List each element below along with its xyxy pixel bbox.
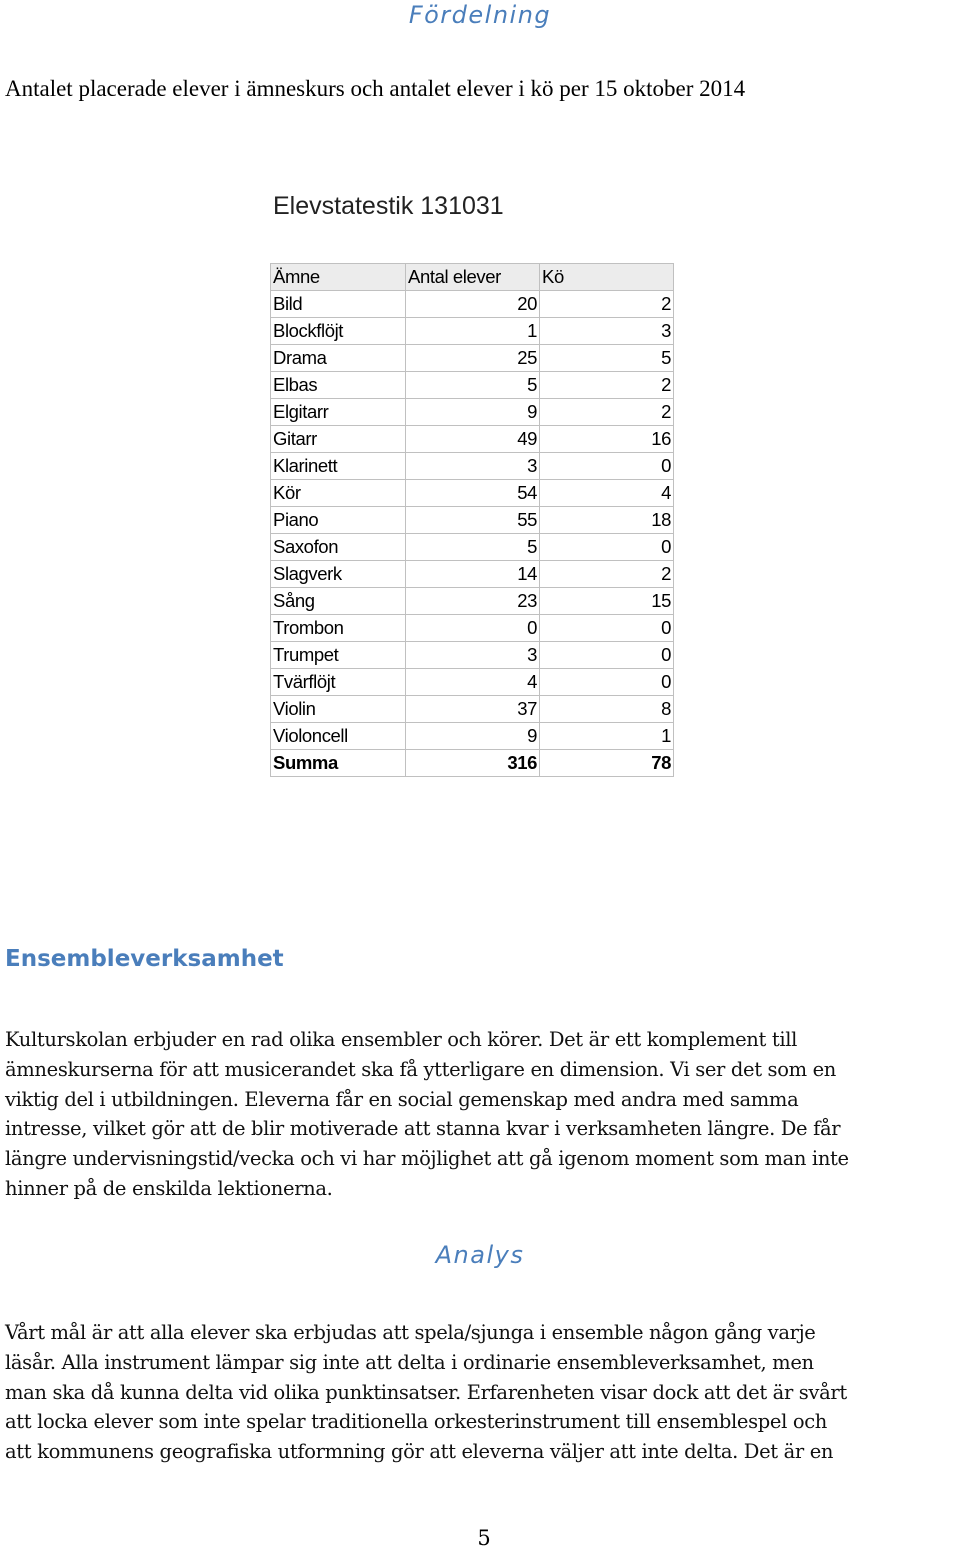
cell-subject: Elbas [271, 372, 406, 399]
cell-queue: 0 [540, 642, 674, 669]
cell-student-count: 20 [406, 291, 540, 318]
table-row [271, 345, 674, 372]
paragraph-line: Vårt mål är att alla elever ska erbjudas att spela/sjunga i ensemble någon gång varje [5, 1321, 816, 1344]
section-heading-ensemble: Ensembleverksamhet [5, 946, 284, 972]
cell-subject: Trumpet [271, 642, 406, 669]
table-row [271, 669, 674, 696]
paragraph-line: läsår. Alla instrument lämpar sig inte att delta i ordinarie ensembleverksamhet, men [5, 1350, 814, 1374]
cell-queue: 18 [540, 507, 674, 534]
cell-subject: Saxofon [271, 534, 406, 561]
table-row [271, 318, 674, 345]
table-header-row [271, 264, 674, 291]
cell-subject: Elgitarr [271, 399, 406, 426]
table-total-row [271, 750, 674, 777]
subtitle: Antalet placerade elever i ämneskurs och antalet elever i kö per 15 oktober 2014 [5, 76, 746, 101]
cell-subject: Klarinett [271, 453, 406, 480]
paragraph-line: att kommunens geografiska utformning gör att eleverna väljer att inte delta. Det är en [5, 1440, 834, 1464]
cell-queue: 5 [540, 345, 674, 372]
cell-subject: Slagverk [271, 561, 406, 588]
header-queue: Kö [540, 264, 674, 291]
table-row [271, 399, 674, 426]
cell-queue: 0 [540, 615, 674, 642]
cell-student-count: 5 [406, 534, 540, 561]
table-row [271, 480, 674, 507]
cell-queue: 2 [540, 291, 674, 318]
cell-subject: Violoncell [271, 723, 406, 750]
cell-queue: 0 [540, 453, 674, 480]
table-row [271, 453, 674, 480]
table-row [271, 642, 674, 669]
cell-student-count: 1 [406, 318, 540, 345]
cell-queue: 2 [540, 561, 674, 588]
cell-subject: Blockflöjt [271, 318, 406, 345]
cell-student-count: 14 [406, 561, 540, 588]
cell-subject: Tvärflöjt [271, 669, 406, 696]
cell-queue: 1 [540, 723, 674, 750]
cell-student-count: 3 [406, 642, 540, 669]
cell-student-count: 37 [406, 696, 540, 723]
cell-student-count: 3 [406, 453, 540, 480]
cell-subject: Trombon [271, 615, 406, 642]
table-row [271, 372, 674, 399]
paragraph-line: intresse, vilket gör att de blir motiverade att stanna kvar i verksamheten längre. De får [5, 1117, 841, 1141]
paragraph-line: längre undervisningstid/vecka och vi har möjlighet att gå igenom moment som man inte [5, 1147, 849, 1171]
paragraph-line: Kulturskolan erbjuder en rad olika ensembler och körer. Det är ett komplement till [5, 1028, 797, 1051]
cell-student-count: 55 [406, 507, 540, 534]
table-title: Elevstatestik 131031 [273, 192, 504, 220]
header-student-count: Antal elever [406, 264, 540, 291]
cell-subject: Drama [271, 345, 406, 372]
cell-queue: 0 [540, 534, 674, 561]
paragraph-line: att locka elever som inte spelar traditionella orkesterinstrument till ensemblespel och [5, 1410, 827, 1434]
cell-queue: 15 [540, 588, 674, 615]
cell-queue: 16 [540, 426, 674, 453]
paragraph-line: hinner på de enskilda lektionerna. [5, 1176, 333, 1200]
student-statistics-table [270, 263, 674, 777]
heading-fordelning: Fördelning [408, 1, 552, 29]
table-row [271, 696, 674, 723]
cell-student-count: 0 [406, 615, 540, 642]
table-row [271, 561, 674, 588]
paragraph-line: man ska då kunna delta vid olika punktinsatser. Erfarenheten visar dock att det är svårt [5, 1380, 847, 1404]
cell-subject: Piano [271, 507, 406, 534]
cell-student-count: 4 [406, 669, 540, 696]
cell-queue: 3 [540, 318, 674, 345]
paragraph-line: ämneskurserna för att musicerandet ska få ytterligare en dimension. Vi ser det som en [5, 1057, 836, 1081]
cell-queue: 2 [540, 372, 674, 399]
cell-queue: 0 [540, 669, 674, 696]
cell-student-count: 49 [406, 426, 540, 453]
cell-subject: Bild [271, 291, 406, 318]
paragraph-line: viktig del i utbildningen. Eleverna får en social gemenskap med andra med samma [5, 1087, 799, 1111]
table-row [271, 291, 674, 318]
table-row [271, 507, 674, 534]
cell-subject: Gitarr [271, 426, 406, 453]
paragraph-analys [5, 1318, 960, 1467]
cell-subject: Sång [271, 588, 406, 615]
cell-student-count: 23 [406, 588, 540, 615]
cell-queue: 78 [540, 750, 674, 777]
table-row [271, 723, 674, 750]
cell-student-count: 9 [406, 399, 540, 426]
cell-subject: Kör [271, 480, 406, 507]
paragraph-ensemble [5, 1025, 960, 1204]
cell-student-count: 25 [406, 345, 540, 372]
table-row [271, 534, 674, 561]
cell-subject: Summa [271, 750, 406, 777]
header-subject: Ämne [271, 264, 406, 291]
heading-analys: Analys [435, 1241, 525, 1269]
page-number: 5 [477, 1526, 491, 1550]
cell-student-count: 9 [406, 723, 540, 750]
cell-student-count: 5 [406, 372, 540, 399]
table-row [271, 426, 674, 453]
table-row [271, 615, 674, 642]
table-row [271, 588, 674, 615]
cell-student-count: 54 [406, 480, 540, 507]
cell-queue: 8 [540, 696, 674, 723]
cell-subject: Violin [271, 696, 406, 723]
cell-queue: 4 [540, 480, 674, 507]
cell-student-count: 316 [406, 750, 540, 777]
cell-queue: 2 [540, 399, 674, 426]
